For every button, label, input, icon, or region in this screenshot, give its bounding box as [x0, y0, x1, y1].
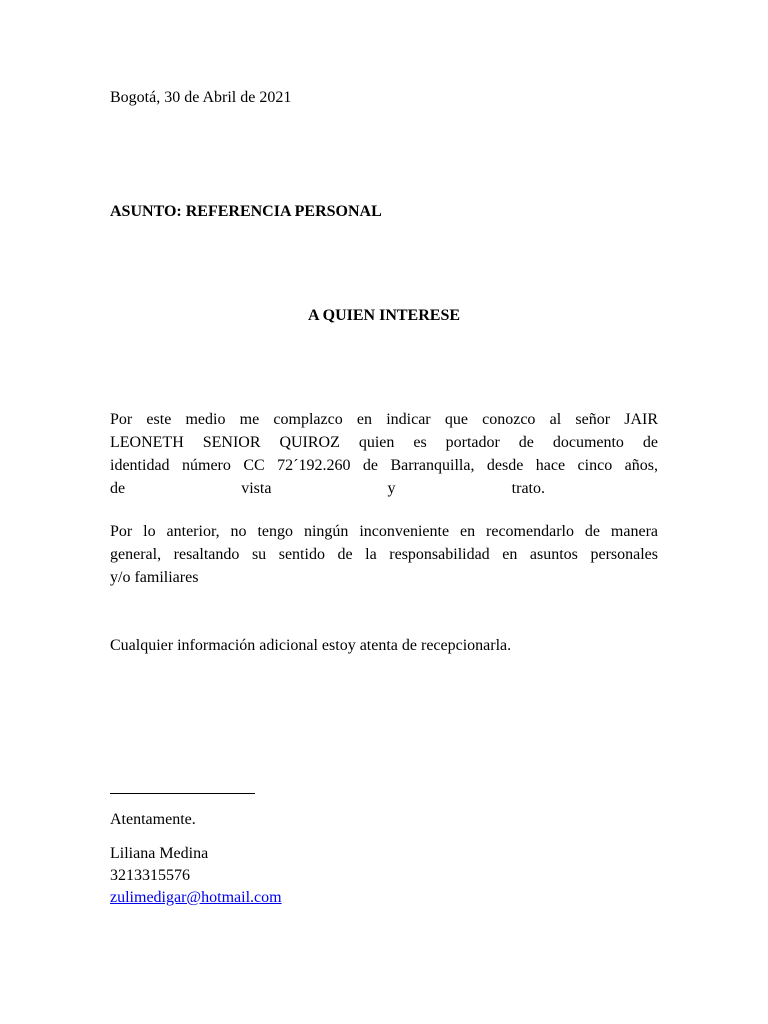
paragraph-line: de vista y trato. [110, 480, 545, 497]
paragraph-contact-offer: Cualquier información adicional estoy atenta de recepcionarla. [110, 637, 512, 654]
letter-date: Bogotá, 30 de Abril de 2021 [110, 89, 292, 106]
signer-name: Liliana Medina [110, 845, 209, 862]
paragraph-line: Por este medio me complazco en indicar que conozco al señor JAIR [110, 411, 658, 428]
letter-greeting: A QUIEN INTERESE [307, 307, 461, 324]
paragraph-line: Por lo anterior, no tengo ningún inconveniente en recomendarlo de manera [110, 523, 658, 540]
paragraph-line: LEONETH SENIOR QUIROZ quien es portador de documento de [110, 434, 658, 451]
signature-line [110, 780, 255, 794]
signer-email-container [110, 886, 658, 909]
paragraph-recommendation [110, 520, 658, 589]
closing-salutation: Atentamente. [110, 811, 196, 828]
paragraph-line: general, resaltando su sentido de la responsabilidad en asuntos personales [110, 546, 658, 563]
signer-phone: 3213315576 [110, 867, 190, 884]
signer-email-link[interactable]: zulimedigar@hotmail.com [110, 889, 282, 906]
letter-subject: ASUNTO: REFERENCIA PERSONAL [110, 203, 382, 220]
paragraph-line: identidad número CC 72´192.260 de Barranquilla, desde hace cinco años, [110, 457, 658, 474]
paragraph-line: y/o familiares [110, 569, 199, 586]
paragraph-introduction [110, 408, 658, 500]
signature-rule [110, 793, 255, 794]
